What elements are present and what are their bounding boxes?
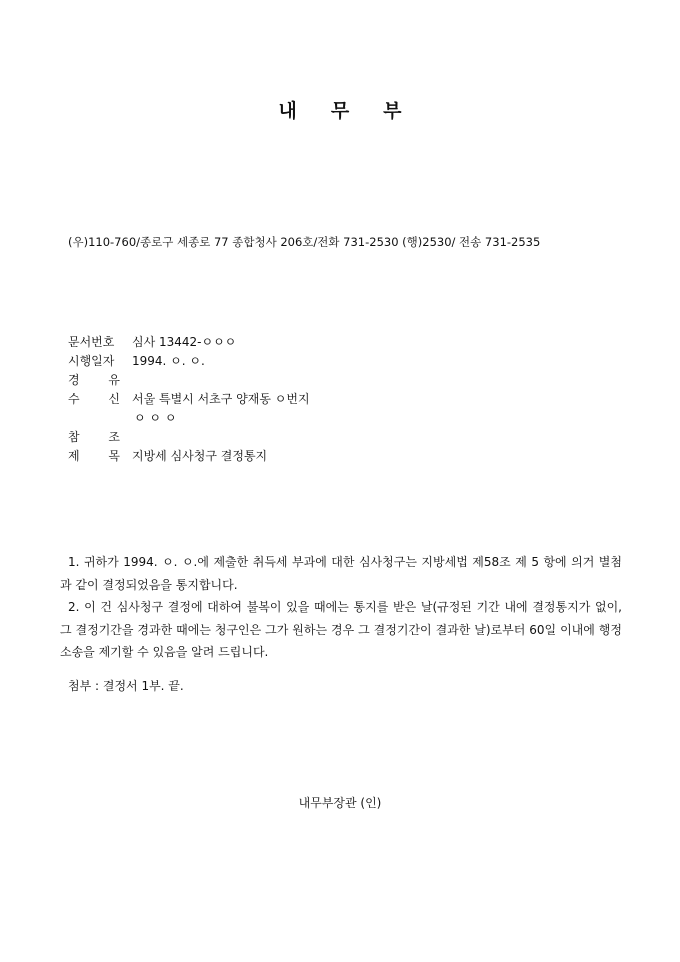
subject-label [68, 447, 120, 466]
recipient-name-row [68, 409, 628, 428]
recipient-name: ㅇ ㅇ ㅇ [134, 411, 177, 425]
subject-value: 지방세 심사청구 결정통지 [132, 449, 268, 463]
document-title [0, 99, 680, 123]
subject-label-char-2: 목 [108, 449, 120, 463]
recipient-row [68, 390, 628, 409]
recipient-label-char-2: 신 [108, 392, 120, 406]
title-char-1: 내 [278, 100, 331, 122]
body-paragraph-1: 1. 귀하가 1994. ㅇ. ㅇ.에 제출한 취득세 부과에 대한 심사청구는 지방세법 제58조 제 5 항에 의거 별첨과 같이 결정되었음을 통지합니다. [60, 555, 622, 592]
recipient-label-char-1: 수 [68, 392, 80, 406]
doc-number-row [68, 333, 628, 352]
reference-value [132, 428, 628, 447]
signature-line: 내무부장관 (인) [298, 796, 382, 810]
via-label-char-1: 경 [68, 373, 80, 387]
reference-label-char-1: 참 [68, 430, 80, 444]
via-value [132, 371, 628, 390]
attachment-note: 첨부 : 결정서 1부. 끝. [68, 679, 184, 693]
document-header-fields [68, 333, 628, 466]
reference-label [68, 428, 120, 447]
doc-number-value: 심사 13442-ㅇㅇㅇ [132, 335, 237, 349]
via-label-char-2: 유 [108, 373, 120, 387]
date-label: 시행일자 [68, 354, 115, 368]
title-char-2: 무 [330, 100, 384, 122]
sender-address: (우)110-760/종로구 세종로 77 종합청사 206호/전화 731-2530 (행)2530/ 전송 731-2535 [68, 235, 541, 249]
body-paragraph-2: 2. 이 건 심사청구 결정에 대하여 불복이 있을 때에는 통지를 받은 날(규정된 기간 내에 결정통지가 없이, 그 결정기간을 경과한 때에는 청구인은 그가 원하는 경우 그 결정기간이 결과한 날)로부터 60일 이내에 행정소송을 제기할 수 있음을 알려 드립니다. [60, 600, 622, 659]
recipient-value: 서울 특별시 서초구 양재동 ㅇ번지 [132, 392, 310, 406]
recipient-label [68, 390, 120, 409]
date-value: 1994. ㅇ. ㅇ. [132, 354, 205, 368]
reference-label-char-2: 조 [108, 430, 120, 444]
via-label [68, 371, 120, 390]
document-body [60, 551, 622, 664]
title-char-3: 부 [383, 100, 436, 122]
doc-number-label: 문서번호 [68, 335, 115, 349]
reference-row [68, 428, 628, 447]
date-row [68, 352, 628, 371]
subject-label-char-1: 제 [68, 449, 80, 463]
subject-row [68, 447, 628, 466]
via-row [68, 371, 628, 390]
